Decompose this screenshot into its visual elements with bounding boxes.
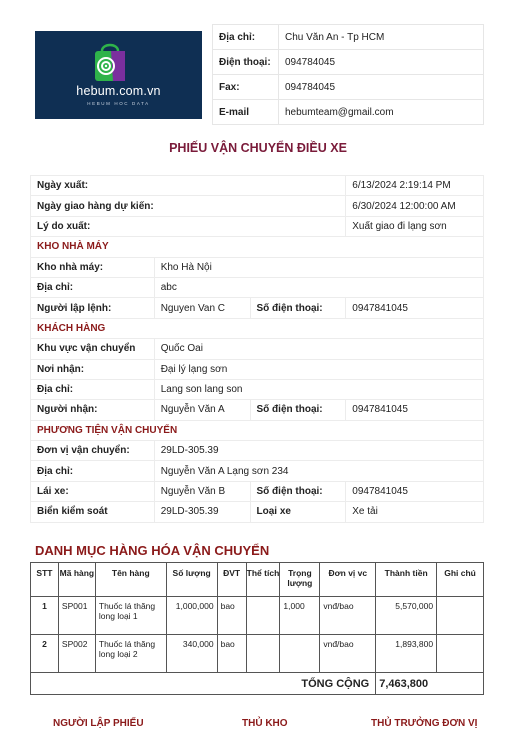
- cell-amount: 5,570,000: [376, 597, 437, 635]
- company-contact-table: [212, 24, 484, 125]
- carrier-address-value: Nguyễn Văn A Lạng sơn 234: [154, 461, 483, 481]
- contact-label: Địa chỉ:: [213, 25, 279, 50]
- customer-address-label: Địa chỉ:: [31, 379, 155, 399]
- contact-value: 094784045: [279, 50, 484, 75]
- contact-label: Điện thoại:: [213, 50, 279, 75]
- column-header: Số lượng: [166, 563, 217, 597]
- section-factory: KHO NHÀ MÁY: [31, 237, 484, 257]
- contact-label: E-mail: [213, 100, 279, 125]
- destination-value: Đại lý lạng sơn: [154, 359, 483, 379]
- cell-note: [437, 635, 484, 673]
- cell-shipping-unit: vnđ/bao: [320, 597, 376, 635]
- section-row: [31, 420, 484, 440]
- phone-value: 0947841045: [346, 400, 484, 420]
- info-row: [31, 277, 484, 297]
- contact-row: [213, 100, 484, 125]
- phone-value: 0947841045: [346, 481, 484, 501]
- cell-shipping-unit: vnđ/bao: [320, 635, 376, 673]
- cell-volume: [246, 597, 280, 635]
- column-header: ĐVT: [217, 563, 246, 597]
- info-row: [31, 400, 484, 420]
- total-row: [31, 673, 484, 695]
- cell-weight: [280, 635, 320, 673]
- table-row: [31, 597, 484, 635]
- driver-value: Nguyễn Văn B: [154, 481, 250, 501]
- factory-value: Kho Hà Nội: [154, 257, 483, 277]
- contact-label: Fax:: [213, 75, 279, 100]
- cell-code: SP001: [58, 597, 95, 635]
- order-creator-value: Nguyen Van C: [154, 298, 250, 318]
- section-row: [31, 237, 484, 257]
- info-row: [31, 441, 484, 461]
- cell-volume: [246, 635, 280, 673]
- column-header: Tên hàng: [95, 563, 166, 597]
- license-plate-label: Biển kiểm soát: [31, 502, 155, 522]
- document-title: PHIẾU VẬN CHUYỂN ĐIỀU XE: [169, 141, 347, 155]
- contact-value: 094784045: [279, 75, 484, 100]
- column-header: Đơn vị vc: [320, 563, 376, 597]
- export-reason-value: Xuất giao đi lạng sơn: [346, 216, 484, 236]
- shipment-info-table: [30, 175, 484, 523]
- cell-quantity: 340,000: [166, 635, 217, 673]
- vehicle-type-label: Loại xe: [250, 502, 346, 522]
- license-plate-value: 29LD-305.39: [154, 502, 250, 522]
- delivery-date-label: Ngày giao hàng dự kiến:: [31, 196, 346, 216]
- recipient-value: Nguyễn Văn A: [154, 400, 250, 420]
- export-date-label: Ngày xuất:: [31, 176, 346, 196]
- carrier-value: 29LD-305.39: [154, 441, 483, 461]
- order-creator-label: Người lập lệnh:: [31, 298, 155, 318]
- column-header: Thể tích: [246, 563, 280, 597]
- shipping-area-value: Quốc Oai: [154, 339, 483, 359]
- column-header: Mã hàng: [58, 563, 95, 597]
- factory-address-label: Địa chỉ:: [31, 277, 155, 297]
- cell-code: SP002: [58, 635, 95, 673]
- phone-label: Số điện thoại:: [250, 298, 346, 318]
- cell-name: Thuốc lá thăng long loại 1: [95, 597, 166, 635]
- goods-table: [30, 562, 484, 695]
- info-row: [31, 298, 484, 318]
- shopping-bag-icon: [91, 39, 129, 83]
- delivery-date-value: 6/30/2024 12:00:00 AM: [346, 196, 484, 216]
- logo-tagline: HEBUM HOC DATA: [87, 101, 150, 106]
- carrier-address-label: Địa chỉ:: [31, 461, 155, 481]
- column-header: Trọng lượng: [280, 563, 320, 597]
- driver-label: Lái xe:: [31, 481, 155, 501]
- shipping-area-label: Khu vực vận chuyển: [31, 339, 155, 359]
- contact-row: [213, 50, 484, 75]
- cell-unit: bao: [217, 597, 246, 635]
- export-date-value: 6/13/2024 2:19:14 PM: [346, 176, 484, 196]
- company-logo: [35, 31, 202, 119]
- phone-label: Số điện thoại:: [250, 400, 346, 420]
- signature-unit-head: THỦ TRƯỞNG ĐƠN VỊ: [371, 718, 478, 729]
- goods-section-title: DANH MỤC HÀNG HÓA VẬN CHUYỂN: [35, 543, 270, 558]
- column-header: Ghi chú: [437, 563, 484, 597]
- cell-unit: bao: [217, 635, 246, 673]
- goods-header-row: [31, 563, 484, 597]
- signature-warehouse-keeper: THỦ KHO: [242, 718, 288, 729]
- total-label: TỔNG CỘNG: [31, 673, 376, 695]
- column-header: Thành tiền: [376, 563, 437, 597]
- info-row: [31, 176, 484, 196]
- contact-value: Chu Văn An - Tp HCM: [279, 25, 484, 50]
- section-row: [31, 318, 484, 338]
- recipient-label: Người nhận:: [31, 400, 155, 420]
- cell-note: [437, 597, 484, 635]
- table-row: [31, 635, 484, 673]
- info-row: [31, 359, 484, 379]
- cell-weight: 1,000: [280, 597, 320, 635]
- info-row: [31, 461, 484, 481]
- section-customer: KHÁCH HÀNG: [31, 318, 484, 338]
- destination-label: Nơi nhận:: [31, 359, 155, 379]
- total-value: 7,463,800: [376, 673, 484, 695]
- info-row: [31, 257, 484, 277]
- factory-address-value: abc: [154, 277, 483, 297]
- column-header: STT: [31, 563, 59, 597]
- cell-name: Thuốc lá thăng long loại 2: [95, 635, 166, 673]
- vehicle-type-value: Xe tải: [346, 502, 484, 522]
- factory-label: Kho nhà máy:: [31, 257, 155, 277]
- carrier-label: Đơn vị vận chuyển:: [31, 441, 155, 461]
- contact-value: hebumteam@gmail.com: [279, 100, 484, 125]
- cell-quantity: 1,000,000: [166, 597, 217, 635]
- info-row: [31, 216, 484, 236]
- signature-creator: NGƯỜI LẬP PHIẾU: [53, 718, 144, 729]
- export-reason-label: Lý do xuất:: [31, 216, 346, 236]
- info-row: [31, 196, 484, 216]
- contact-row: [213, 75, 484, 100]
- info-row: [31, 481, 484, 501]
- phone-value: 0947841045: [346, 298, 484, 318]
- customer-address-value: Lang son lang son: [154, 379, 483, 399]
- cell-amount: 1,893,800: [376, 635, 437, 673]
- phone-label: Số điện thoại:: [250, 481, 346, 501]
- cell-stt: 2: [31, 635, 59, 673]
- cell-stt: 1: [31, 597, 59, 635]
- info-row: [31, 379, 484, 399]
- info-row: [31, 502, 484, 522]
- section-vehicle: PHƯƠNG TIỆN VẬN CHUYỂN: [31, 420, 484, 440]
- contact-row: [213, 25, 484, 50]
- info-row: [31, 339, 484, 359]
- logo-name: hebum.com.vn: [76, 84, 161, 98]
- header: [28, 24, 484, 126]
